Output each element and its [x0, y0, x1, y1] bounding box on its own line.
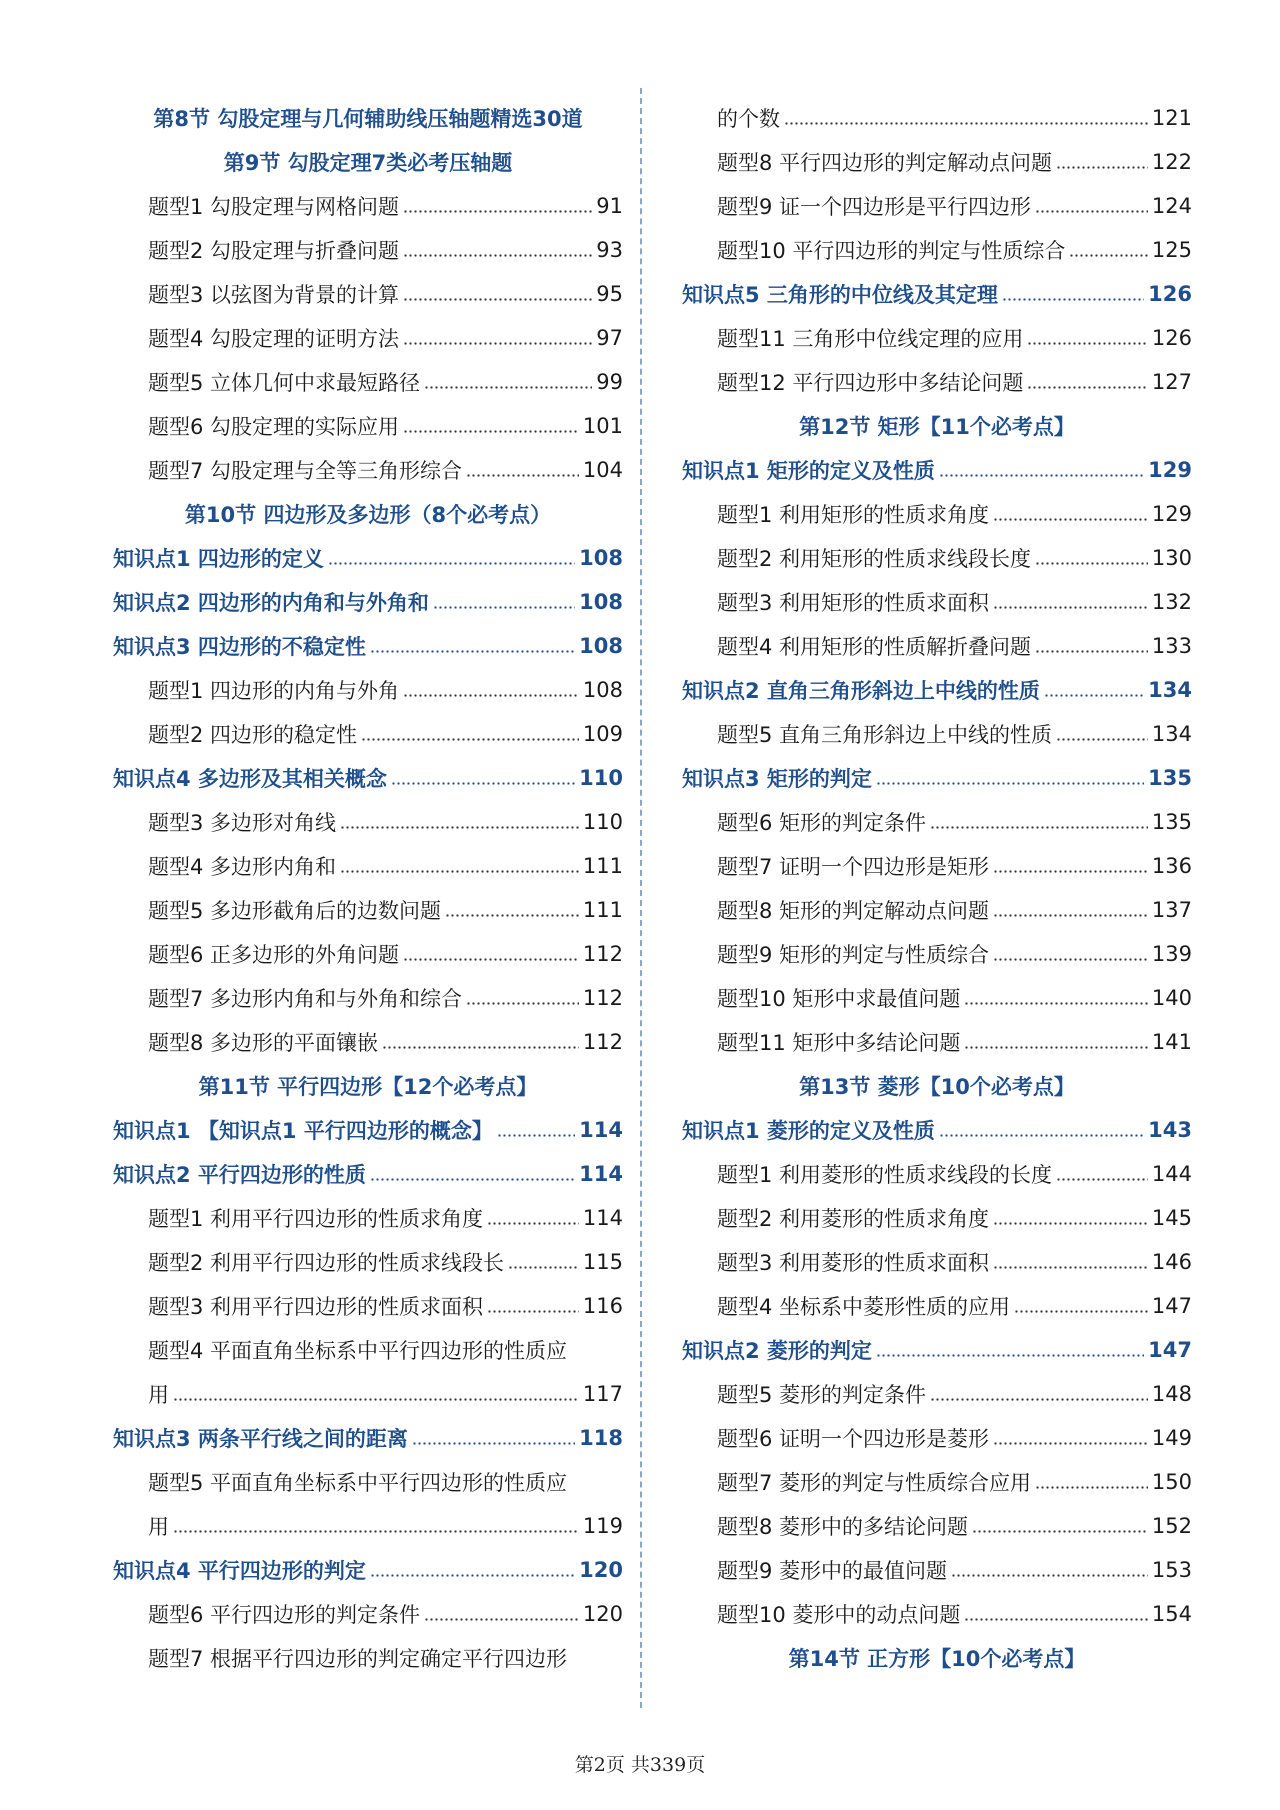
- dot-leader: [1044, 693, 1144, 699]
- dot-leader: [993, 1221, 1148, 1227]
- page-number: 127: [1151, 370, 1192, 394]
- entry-title: 题型9 证一个四边形是平行四边形: [717, 195, 1032, 219]
- entry-title: 题型8 菱形中的多结论问题: [717, 1515, 969, 1539]
- entry-title: 题型7 菱形的判定与性质综合应用: [717, 1471, 1032, 1495]
- entry-title: 题型3 利用平行四边形的性质求面积: [148, 1295, 484, 1319]
- page-number: 126: [1151, 326, 1192, 350]
- page-number: 143: [1148, 1118, 1192, 1142]
- section-heading: [113, 1064, 623, 1108]
- toc-entry[interactable]: [682, 492, 1192, 536]
- dot-leader: [930, 1397, 1148, 1403]
- page-number: 137: [1151, 898, 1192, 922]
- entry-title: 第8节 勾股定理与几何辅助线压轴题精选30道: [153, 107, 583, 131]
- toc-entry[interactable]: [682, 316, 1192, 360]
- dot-leader: [964, 1617, 1148, 1623]
- page-number: 115: [582, 1250, 623, 1274]
- entry-title: 题型6 证明一个四边形是菱形: [717, 1427, 990, 1451]
- dot-leader: [382, 1045, 579, 1051]
- page-number: 91: [596, 194, 623, 218]
- toc-entry-continuation[interactable]: [113, 1372, 623, 1416]
- dot-leader: [876, 1353, 1144, 1359]
- toc-entry[interactable]: [113, 360, 623, 404]
- knowledge-point-entry[interactable]: [682, 1328, 1192, 1372]
- dot-leader: [1069, 253, 1148, 259]
- dot-leader: [173, 1529, 579, 1535]
- dot-leader: [497, 1133, 575, 1139]
- dot-leader: [403, 209, 592, 215]
- dot-leader: [433, 605, 575, 611]
- toc-entry-wrapped: [113, 1460, 623, 1504]
- entry-title: 题型3 利用菱形的性质求面积: [717, 1251, 990, 1275]
- entry-title: 题型5 直角三角形斜边上中线的性质: [717, 723, 1053, 747]
- dot-leader: [508, 1265, 579, 1271]
- page-number: 149: [1151, 1426, 1192, 1450]
- toc-entry[interactable]: [682, 1504, 1192, 1548]
- page-number: 139: [1151, 942, 1192, 966]
- page-number: 101: [582, 414, 623, 438]
- toc-entry[interactable]: [113, 272, 623, 316]
- entry-title: 用: [148, 1383, 169, 1407]
- dot-leader: [1056, 1177, 1148, 1183]
- toc-entry[interactable]: [682, 1152, 1192, 1196]
- page-number: 112: [582, 1030, 623, 1054]
- column-divider: [640, 88, 642, 1708]
- entry-title: 题型7 根据平行四边形的判定确定平行四边形: [148, 1647, 568, 1671]
- dot-leader: [964, 1001, 1148, 1007]
- toc-entry[interactable]: [682, 228, 1192, 272]
- dot-leader: [1027, 385, 1148, 391]
- entry-title: 题型10 平行四边形的判定与性质综合: [717, 239, 1066, 263]
- toc-entry[interactable]: [682, 888, 1192, 932]
- entry-title: 题型5 立体几何中求最短路径: [148, 371, 421, 395]
- toc-entry[interactable]: [682, 932, 1192, 976]
- toc-entry[interactable]: [113, 712, 623, 756]
- page-number: 120: [582, 1602, 623, 1626]
- entry-title: 题型2 利用菱形的性质求角度: [717, 1207, 990, 1231]
- toc-entry[interactable]: [113, 844, 623, 888]
- dot-leader: [784, 121, 1148, 127]
- page-number: 111: [582, 898, 623, 922]
- page-number: 109: [582, 722, 623, 746]
- entry-title: 题型6 平行四边形的判定条件: [148, 1603, 421, 1627]
- dot-leader: [487, 1309, 579, 1315]
- toc-entry[interactable]: [682, 140, 1192, 184]
- dot-leader: [930, 825, 1148, 831]
- entry-title: 知识点4 平行四边形的判定: [113, 1559, 366, 1583]
- dot-leader: [403, 957, 579, 963]
- page-number: 112: [582, 942, 623, 966]
- section-heading: [682, 1064, 1192, 1108]
- dot-leader: [964, 1045, 1148, 1051]
- entry-title: 知识点5 三角形的中位线及其定理: [682, 283, 998, 307]
- toc-entry-wrapped: [113, 1328, 623, 1372]
- entry-title: 的个数: [717, 107, 780, 131]
- toc-entry[interactable]: [113, 800, 623, 844]
- page-number: 129: [1148, 458, 1192, 482]
- entry-title: 题型10 矩形中求最值问题: [717, 987, 961, 1011]
- toc-entry[interactable]: [682, 1240, 1192, 1284]
- entry-title: 题型2 四边形的稳定性: [148, 723, 358, 747]
- entry-title: 知识点3 矩形的判定: [682, 767, 872, 791]
- entry-title: 题型3 利用矩形的性质求面积: [717, 591, 990, 615]
- page-number: 153: [1151, 1558, 1192, 1582]
- dot-leader: [412, 1441, 575, 1447]
- section-heading: [113, 96, 623, 140]
- entry-title: 题型4 勾股定理的证明方法: [148, 327, 400, 351]
- entry-title: 题型2 勾股定理与折叠问题: [148, 239, 400, 263]
- page-number: 111: [582, 854, 623, 878]
- toc-entry[interactable]: [682, 712, 1192, 756]
- knowledge-point-entry[interactable]: [682, 448, 1192, 492]
- entry-title: 题型2 利用矩形的性质求线段长度: [717, 547, 1032, 571]
- entry-title: 题型4 平面直角坐标系中平行四边形的性质应: [148, 1339, 568, 1363]
- entry-title: 第13节 菱形【10个必考点】: [799, 1075, 1075, 1099]
- entry-title: 题型8 矩形的判定解动点问题: [717, 899, 990, 923]
- dot-leader: [993, 869, 1148, 875]
- entry-title: 知识点1 【知识点1 平行四边形的概念】: [113, 1119, 493, 1143]
- page-number: 112: [582, 986, 623, 1010]
- entry-title: 第10节 四边形及多边形（8个必考点）: [184, 503, 552, 527]
- entry-title: 第14节 正方形【10个必考点】: [788, 1647, 1086, 1671]
- page-number: 134: [1148, 678, 1192, 702]
- page-number: 134: [1151, 722, 1192, 746]
- entry-title: 知识点2 直角三角形斜边上中线的性质: [682, 679, 1040, 703]
- dot-leader: [466, 473, 579, 479]
- knowledge-point-entry[interactable]: [113, 580, 623, 624]
- page-number: 110: [579, 766, 623, 790]
- page-number: 114: [579, 1162, 623, 1186]
- knowledge-point-entry[interactable]: [113, 1152, 623, 1196]
- dot-leader: [403, 429, 579, 435]
- page-number: 99: [596, 370, 623, 394]
- toc-entry[interactable]: [682, 1416, 1192, 1460]
- page-number: 119: [582, 1514, 623, 1538]
- dot-leader: [424, 1617, 579, 1623]
- entry-title: 题型11 矩形中多结论问题: [717, 1031, 961, 1055]
- dot-leader: [951, 1573, 1148, 1579]
- section-heading: [682, 404, 1192, 448]
- entry-title: 题型4 利用矩形的性质解折叠问题: [717, 635, 1032, 659]
- toc-entry[interactable]: [682, 536, 1192, 580]
- entry-title: 题型8 多边形的平面镶嵌: [148, 1031, 379, 1055]
- entry-title: 题型3 以弦图为背景的计算: [148, 283, 400, 307]
- knowledge-point-entry[interactable]: [682, 1108, 1192, 1152]
- page-number: 141: [1151, 1030, 1192, 1054]
- entry-title: 题型5 平面直角坐标系中平行四边形的性质应: [148, 1471, 568, 1495]
- toc-entry[interactable]: [113, 888, 623, 932]
- dot-leader: [403, 693, 579, 699]
- knowledge-point-entry[interactable]: [113, 536, 623, 580]
- page-number: 114: [579, 1118, 623, 1142]
- dot-leader: [424, 385, 592, 391]
- page-number: 122: [1151, 150, 1192, 174]
- page-number: 114: [582, 1206, 623, 1230]
- dot-leader: [876, 781, 1144, 787]
- page-number: 130: [1151, 546, 1192, 570]
- entry-title: 题型1 四边形的内角与外角: [148, 679, 400, 703]
- dot-leader: [340, 869, 579, 875]
- page-number: 108: [579, 546, 623, 570]
- dot-leader: [370, 649, 575, 655]
- page-number: 120: [579, 1558, 623, 1582]
- dot-leader: [1035, 209, 1148, 215]
- knowledge-point-entry[interactable]: [113, 756, 623, 800]
- dot-leader: [993, 605, 1148, 611]
- page-number: 108: [579, 590, 623, 614]
- toc-entry-continuation[interactable]: [113, 1504, 623, 1548]
- page-number: 108: [579, 634, 623, 658]
- entry-title: 知识点1 矩形的定义及性质: [682, 459, 935, 483]
- toc-entry-continuation[interactable]: [682, 96, 1192, 140]
- entry-title: 题型9 矩形的判定与性质综合: [717, 943, 990, 967]
- page-number: 133: [1151, 634, 1192, 658]
- dot-leader: [1035, 1485, 1148, 1491]
- toc-entry[interactable]: [682, 1196, 1192, 1240]
- page-number: 135: [1151, 810, 1192, 834]
- toc-entry[interactable]: [113, 932, 623, 976]
- toc-entry[interactable]: [113, 1240, 623, 1284]
- toc-entry[interactable]: [113, 976, 623, 1020]
- section-heading: [113, 492, 623, 536]
- dot-leader: [939, 1133, 1144, 1139]
- knowledge-point-entry[interactable]: [113, 1548, 623, 1592]
- page-number: 154: [1151, 1602, 1192, 1626]
- section-heading: [113, 140, 623, 184]
- toc-entry[interactable]: [682, 1548, 1192, 1592]
- dot-leader: [939, 473, 1144, 479]
- entry-title: 用: [148, 1515, 169, 1539]
- entry-title: 题型10 菱形中的动点问题: [717, 1603, 961, 1627]
- page-number: 148: [1151, 1382, 1192, 1406]
- page-number: 110: [582, 810, 623, 834]
- entry-title: 题型12 平行四边形中多结论问题: [717, 371, 1024, 395]
- page-number: 136: [1151, 854, 1192, 878]
- toc-entry[interactable]: [113, 1592, 623, 1636]
- page-number: 117: [582, 1382, 623, 1406]
- page-number: 132: [1151, 590, 1192, 614]
- entry-title: 知识点4 多边形及其相关概念: [113, 767, 387, 791]
- entry-title: 题型1 利用矩形的性质求角度: [717, 503, 990, 527]
- page-number: 121: [1151, 106, 1192, 130]
- dot-leader: [391, 781, 575, 787]
- page-number: 144: [1151, 1162, 1192, 1186]
- entry-title: 第11节 平行四边形【12个必考点】: [198, 1075, 538, 1099]
- page-number: 95: [596, 282, 623, 306]
- dot-leader: [403, 253, 592, 259]
- page-number: 129: [1151, 502, 1192, 526]
- dot-leader: [173, 1397, 579, 1403]
- dot-leader: [403, 297, 592, 303]
- toc-entry[interactable]: [682, 624, 1192, 668]
- entry-title: 题型4 坐标系中菱形性质的应用: [717, 1295, 1011, 1319]
- dot-leader: [1002, 297, 1144, 303]
- toc-entry[interactable]: [682, 580, 1192, 624]
- dot-leader: [1035, 561, 1148, 567]
- toc-entry[interactable]: [682, 1284, 1192, 1328]
- dot-leader: [1014, 1309, 1148, 1315]
- entry-title: 题型1 利用平行四边形的性质求角度: [148, 1207, 484, 1231]
- toc-entry[interactable]: [682, 976, 1192, 1020]
- page-number: 145: [1151, 1206, 1192, 1230]
- dot-leader: [340, 825, 579, 831]
- toc-entry[interactable]: [113, 1284, 623, 1328]
- entry-title: 题型7 多边形内角和与外角和综合: [148, 987, 463, 1011]
- entry-title: 题型6 正多边形的外角问题: [148, 943, 400, 967]
- page-number: 152: [1151, 1514, 1192, 1538]
- toc-entry[interactable]: [682, 1460, 1192, 1504]
- toc-entry[interactable]: [113, 404, 623, 448]
- entry-title: 知识点2 四边形的内角和与外角和: [113, 591, 429, 615]
- entry-title: 题型1 勾股定理与网格问题: [148, 195, 400, 219]
- section-heading: [682, 1636, 1192, 1680]
- dot-leader: [1027, 341, 1148, 347]
- entry-title: 知识点2 平行四边形的性质: [113, 1163, 366, 1187]
- toc-right-column: [682, 96, 1192, 1680]
- entry-title: 知识点3 四边形的不稳定性: [113, 635, 366, 659]
- entry-title: 第9节 勾股定理7类必考压轴题: [223, 151, 513, 175]
- entry-title: 题型7 勾股定理与全等三角形综合: [148, 459, 463, 483]
- page-number: 118: [579, 1426, 623, 1450]
- toc-entry[interactable]: [682, 800, 1192, 844]
- dot-leader: [1056, 737, 1148, 743]
- entry-title: 题型5 菱形的判定条件: [717, 1383, 927, 1407]
- page-number: 104: [582, 458, 623, 482]
- entry-title: 题型11 三角形中位线定理的应用: [717, 327, 1024, 351]
- knowledge-point-entry[interactable]: [682, 756, 1192, 800]
- knowledge-point-entry[interactable]: [682, 272, 1192, 316]
- dot-leader: [466, 1001, 579, 1007]
- dot-leader: [993, 1265, 1148, 1271]
- page-number: 135: [1148, 766, 1192, 790]
- entry-title: 题型1 利用菱形的性质求线段的长度: [717, 1163, 1053, 1187]
- entry-title: 题型3 多边形对角线: [148, 811, 337, 835]
- page-number: 108: [582, 678, 623, 702]
- page-number: 116: [582, 1294, 623, 1318]
- dot-leader: [1056, 165, 1148, 171]
- toc-entry[interactable]: [682, 1020, 1192, 1064]
- toc-entry[interactable]: [113, 184, 623, 228]
- dot-leader: [993, 1441, 1148, 1447]
- dot-leader: [993, 517, 1148, 523]
- entry-title: 题型7 证明一个四边形是矩形: [717, 855, 990, 879]
- page-number: 147: [1148, 1338, 1192, 1362]
- entry-title: 题型4 多边形内角和: [148, 855, 337, 879]
- entry-title: 知识点3 两条平行线之间的距离: [113, 1427, 408, 1451]
- dot-leader: [361, 737, 579, 743]
- entry-title: 第12节 矩形【11个必考点】: [799, 415, 1075, 439]
- toc-entry[interactable]: [682, 844, 1192, 888]
- entry-title: 题型8 平行四边形的判定解动点问题: [717, 151, 1053, 175]
- entry-title: 知识点1 四边形的定义: [113, 547, 324, 571]
- entry-title: 题型5 多边形截角后的边数问题: [148, 899, 442, 923]
- page-number: 146: [1151, 1250, 1192, 1274]
- dot-leader: [993, 913, 1148, 919]
- dot-leader: [445, 913, 579, 919]
- entry-title: 题型6 矩形的判定条件: [717, 811, 927, 835]
- entry-title: 题型6 勾股定理的实际应用: [148, 415, 400, 439]
- dot-leader: [1035, 649, 1148, 655]
- entry-title: 题型2 利用平行四边形的性质求线段长: [148, 1251, 505, 1275]
- page-number: 147: [1151, 1294, 1192, 1318]
- toc-entry[interactable]: [113, 1196, 623, 1240]
- toc-entry[interactable]: [113, 1020, 623, 1064]
- dot-leader: [993, 957, 1148, 963]
- dot-leader: [487, 1221, 579, 1227]
- dot-leader: [403, 341, 592, 347]
- dot-leader: [972, 1529, 1148, 1535]
- page-number: 150: [1151, 1470, 1192, 1494]
- toc-entry[interactable]: [113, 316, 623, 360]
- page-number: 97: [596, 326, 623, 350]
- toc-entry-wrapped: [113, 1636, 623, 1680]
- knowledge-point-entry[interactable]: [682, 668, 1192, 712]
- dot-leader: [370, 1573, 575, 1579]
- entry-title: 知识点1 菱形的定义及性质: [682, 1119, 935, 1143]
- toc-entry[interactable]: [682, 1592, 1192, 1636]
- toc-entry[interactable]: [113, 668, 623, 712]
- entry-title: 知识点2 菱形的判定: [682, 1339, 872, 1363]
- toc-entry[interactable]: [682, 184, 1192, 228]
- entry-title: 题型9 菱形中的最值问题: [717, 1559, 948, 1583]
- page-number: 124: [1151, 194, 1192, 218]
- dot-leader: [370, 1177, 575, 1183]
- toc-entry[interactable]: [682, 360, 1192, 404]
- knowledge-point-entry[interactable]: [113, 1416, 623, 1460]
- page-number: 140: [1151, 986, 1192, 1010]
- toc-entry[interactable]: [113, 448, 623, 492]
- page-footer: 第2页 共339页: [574, 1754, 706, 1776]
- knowledge-point-entry[interactable]: [113, 1108, 623, 1152]
- page-number: 125: [1151, 238, 1192, 262]
- page-number: 126: [1148, 282, 1192, 306]
- knowledge-point-entry[interactable]: [113, 624, 623, 668]
- toc-left-column: [113, 96, 623, 1680]
- page-number: 93: [596, 238, 623, 262]
- dot-leader: [328, 561, 575, 567]
- toc-entry[interactable]: [682, 1372, 1192, 1416]
- toc-entry[interactable]: [113, 228, 623, 272]
